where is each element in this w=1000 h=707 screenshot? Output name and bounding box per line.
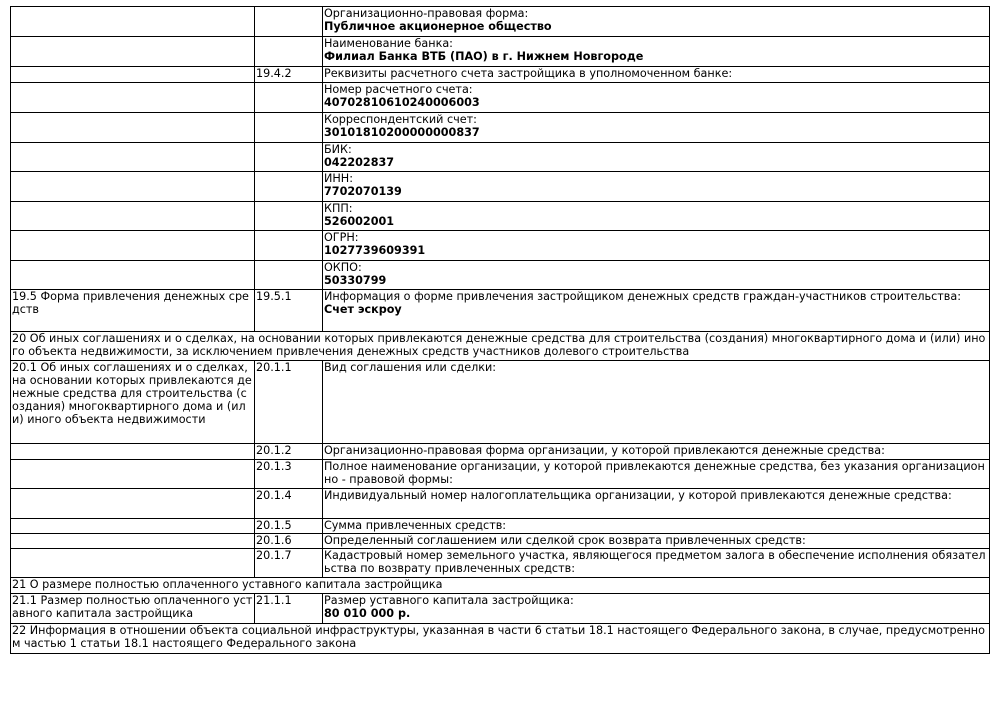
table-row	[11, 231, 990, 261]
field-value: Филиал Банка ВТБ (ПАО) в г. Нижнем Новгороде	[324, 50, 644, 63]
field-capital	[323, 594, 990, 624]
item-number: 20.1.2	[255, 444, 323, 460]
item-text: Определенный соглашением или сделкой срок возврата привлеченных средств:	[323, 534, 990, 549]
item-number: 20.1.7	[255, 549, 323, 578]
disclosure-table	[10, 6, 990, 654]
field-label: ОКПО:	[324, 261, 362, 274]
field-funding-form	[323, 290, 990, 332]
table-row	[11, 444, 990, 460]
item-number: 21.1.1	[255, 594, 323, 624]
table-row	[11, 67, 990, 83]
section-title: 20.1 Об иных соглашениях и о сделках, на основании которых привлекаются денежные средства для строительства (создания) многоквартирного дома и (или) иного объекта недвижимости	[11, 361, 255, 444]
item-number: 19.5.1	[255, 290, 323, 332]
item-text: Организационно-правовая форма организации, у которой привлекаются денежные средства:	[323, 444, 990, 460]
field-value: 40702810610240006003	[324, 96, 480, 109]
table-row	[11, 7, 990, 37]
section-header: 22 Информация в отношении объекта социальной инфраструктуры, указанная в части 6 статьи 18.1 настоящего Федерального закона, в случае, предусмотренном частью 1 статьи 18.1 настоящего Федерального закона	[11, 624, 990, 654]
table-row	[11, 202, 990, 231]
field-bik	[323, 143, 990, 172]
field-value: 526002001	[324, 215, 395, 228]
table-row	[11, 594, 990, 624]
field-value: 50330799	[324, 274, 387, 287]
item-text: Реквизиты расчетного счета застройщика в уполномоченном банке:	[323, 67, 990, 83]
field-label: БИК:	[324, 143, 352, 156]
field-label: ИНН:	[324, 172, 353, 185]
item-number: 20.1.5	[255, 519, 323, 534]
item-text: Индивидуальный номер налогоплательщика организации, у которой привлекаются денежные средства:	[323, 489, 990, 519]
section-header: 21 О размере полностью оплаченного уставного капитала застройщика	[11, 578, 990, 594]
field-okpo	[323, 261, 990, 290]
table-row	[11, 519, 990, 534]
field-value: 042202837	[324, 156, 395, 169]
item-number: 20.1.3	[255, 460, 323, 489]
field-label: Номер расчетного счета:	[324, 83, 473, 96]
table-row	[11, 578, 990, 594]
table-row	[11, 83, 990, 113]
table-row	[11, 143, 990, 172]
item-number: 20.1.6	[255, 534, 323, 549]
table-row	[11, 290, 990, 332]
table-row	[11, 460, 990, 489]
field-label: Организационно-правовая форма:	[324, 7, 529, 20]
table-row	[11, 624, 990, 654]
field-value: Счет эскроу	[324, 303, 402, 316]
field-corr-account	[323, 113, 990, 143]
table-row	[11, 113, 990, 143]
table-row	[11, 332, 990, 361]
field-account-number	[323, 83, 990, 113]
field-value: Публичное акционерное общество	[324, 20, 552, 33]
field-value: 80 010 000 р.	[324, 607, 411, 620]
field-label: Размер уставного капитала застройщика:	[324, 594, 574, 607]
item-number: 20.1.1	[255, 361, 323, 444]
table-row	[11, 549, 990, 578]
item-text: Вид соглашения или сделки:	[323, 361, 990, 444]
field-label: КПП:	[324, 202, 353, 215]
table-row	[11, 261, 990, 290]
field-value: 30101810200000000837	[324, 126, 480, 139]
field-kpp	[323, 202, 990, 231]
table-row	[11, 37, 990, 67]
section-title: 21.1 Размер полностью оплаченного уставного капитала застройщика	[11, 594, 255, 624]
table-row	[11, 534, 990, 549]
item-text: Полное наименование организации, у которой привлекаются денежные средства, без указания организационно - правовой формы:	[323, 460, 990, 489]
field-inn	[323, 172, 990, 202]
field-value: 7702070139	[324, 185, 402, 198]
field-label: ОГРН:	[324, 231, 359, 244]
field-label: Корреспондентский счет:	[324, 113, 477, 126]
section-title: 19.5 Форма привлечения денежных средств	[11, 290, 255, 332]
field-ogrn	[323, 231, 990, 261]
table-row	[11, 172, 990, 202]
item-text: Сумма привлеченных средств:	[323, 519, 990, 534]
field-label: Информация о форме привлечения застройщиком денежных средств граждан-участников строительства:	[324, 290, 961, 303]
table-row	[11, 489, 990, 519]
field-bank-name	[323, 37, 990, 67]
field-label: Наименование банка:	[324, 37, 453, 50]
table-row	[11, 361, 990, 444]
item-number: 19.4.2	[255, 67, 323, 83]
field-value: 1027739609391	[324, 244, 426, 257]
item-number: 20.1.4	[255, 489, 323, 519]
item-text: Кадастровый номер земельного участка, являющегося предметом залога в обеспечение исполнения обязательства по возврату привлеченных средств:	[323, 549, 990, 578]
section-header: 20 Об иных соглашениях и о сделках, на основании которых привлекаются денежные средства для строительства (создания) многоквартирного дома и (или) иного объекта недвижимости, за исключением привлечения денежных средств участников долевого строительства	[11, 332, 990, 361]
field-org-form	[323, 7, 990, 37]
